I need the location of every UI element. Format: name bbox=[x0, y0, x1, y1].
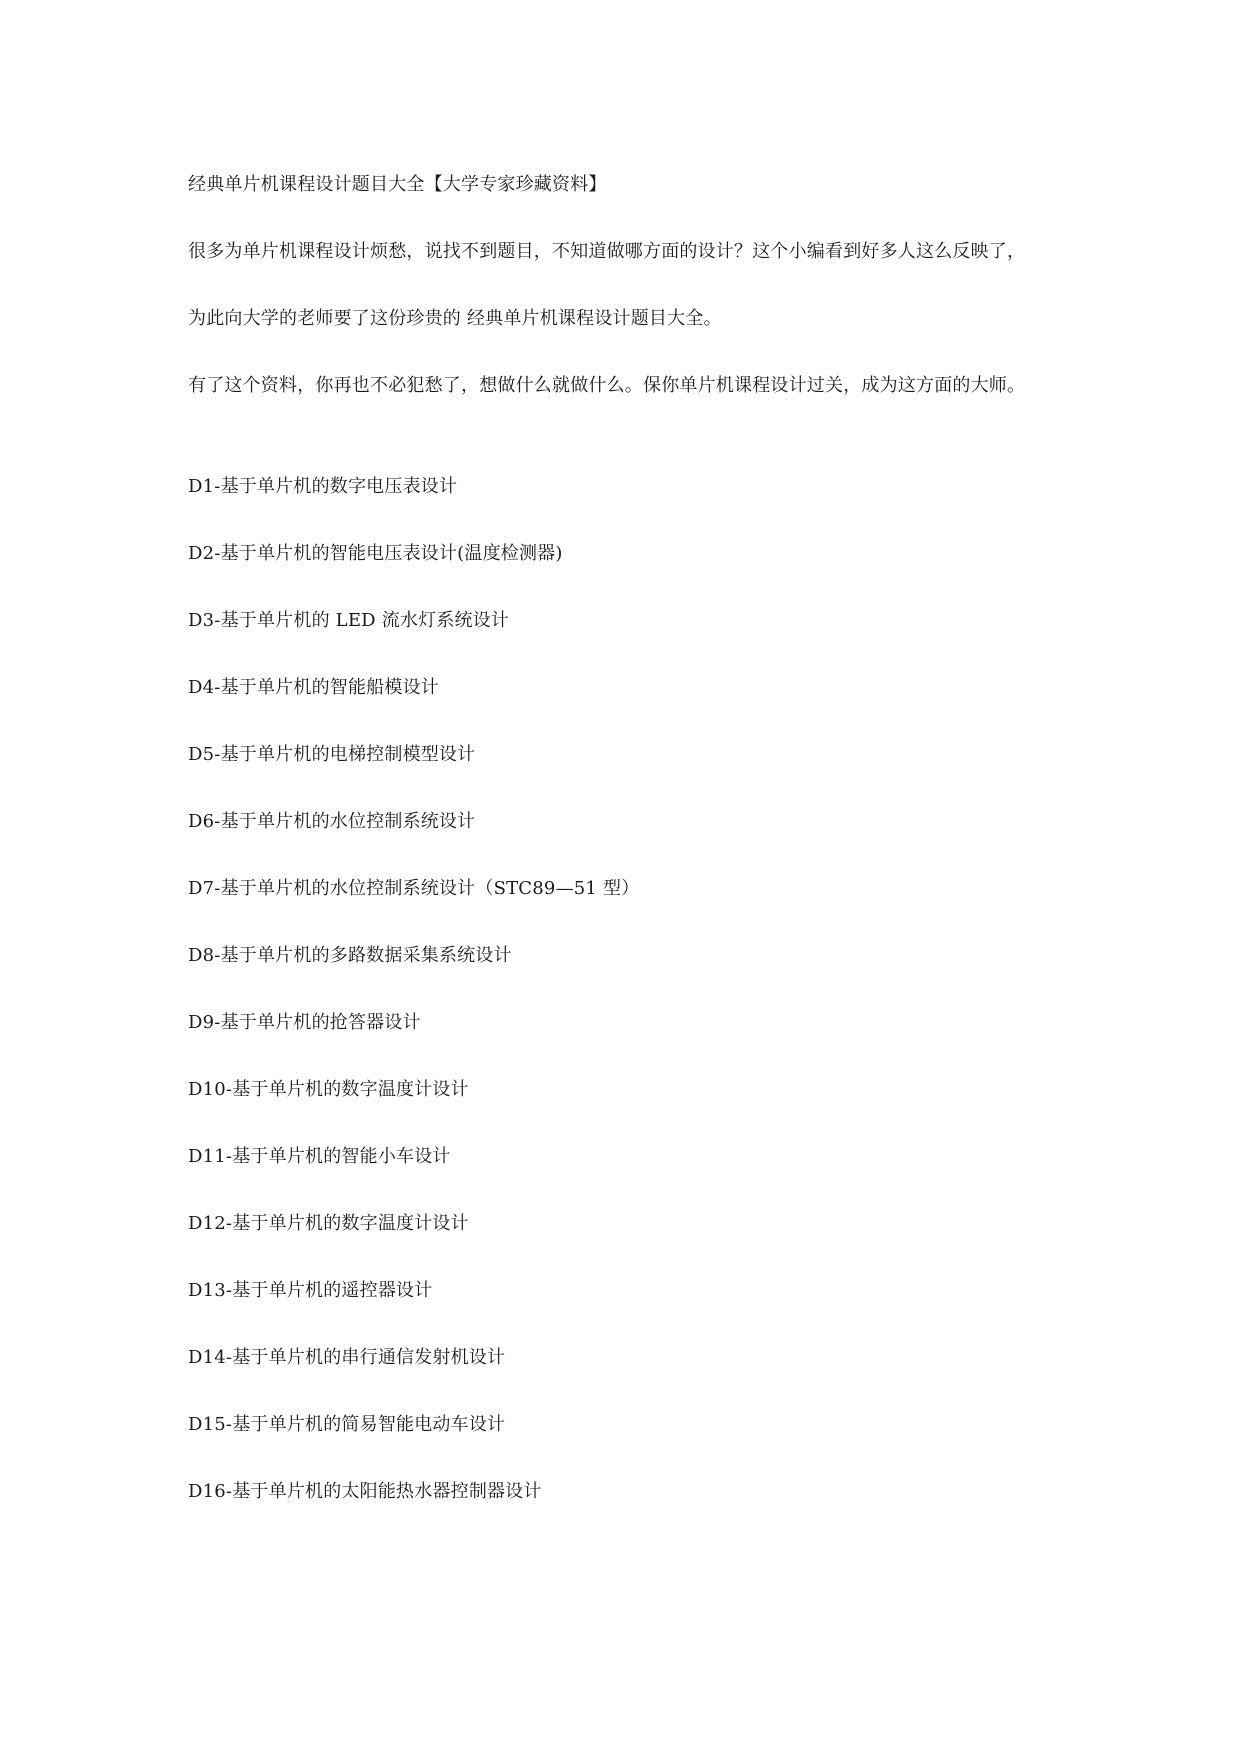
topic-item: D5-基于单片机的电梯控制模型设计 bbox=[188, 744, 476, 765]
topic-item: D3-基于单片机的 LED 流水灯系统设计 bbox=[188, 610, 510, 631]
topic-item: D15-基于单片机的简易智能电动车设计 bbox=[188, 1414, 506, 1435]
topic-item: D6-基于单片机的水位控制系统设计 bbox=[188, 811, 476, 832]
document-title: 经典单片机课程设计题目大全【大学专家珍藏资料】 bbox=[188, 174, 607, 195]
topic-item: D1-基于单片机的数字电压表设计 bbox=[188, 476, 458, 497]
topic-item: D10-基于单片机的数字温度计设计 bbox=[188, 1079, 469, 1100]
topic-item: D2-基于单片机的智能电压表设计(温度检测器) bbox=[188, 543, 563, 564]
intro-paragraph: 为此向大学的老师要了这份珍贵的 经典单片机课程设计题目大全。 bbox=[188, 308, 722, 329]
topic-item: D16-基于单片机的太阳能热水器控制器设计 bbox=[188, 1481, 542, 1502]
topic-item: D4-基于单片机的智能船模设计 bbox=[188, 677, 439, 698]
intro-paragraph: 很多为单片机课程设计烦愁，说找不到题目，不知道做哪方面的设计？这个小编看到好多人这么反映了， bbox=[188, 241, 1026, 262]
intro-paragraph: 有了这个资料，你再也不必犯愁了，想做什么就做什么。保你单片机课程设计过关，成为这方面的大师。 bbox=[188, 375, 1026, 396]
topic-item: D7-基于单片机的水位控制系统设计（STC89—51 型） bbox=[188, 878, 640, 899]
topic-item: D13-基于单片机的遥控器设计 bbox=[188, 1280, 433, 1301]
topic-item: D11-基于单片机的智能小车设计 bbox=[188, 1146, 451, 1167]
topic-item: D9-基于单片机的抢答器设计 bbox=[188, 1012, 421, 1033]
topic-item: D14-基于单片机的串行通信发射机设计 bbox=[188, 1347, 506, 1368]
topic-item: D8-基于单片机的多路数据采集系统设计 bbox=[188, 945, 512, 966]
topic-item: D12-基于单片机的数字温度计设计 bbox=[188, 1213, 469, 1234]
